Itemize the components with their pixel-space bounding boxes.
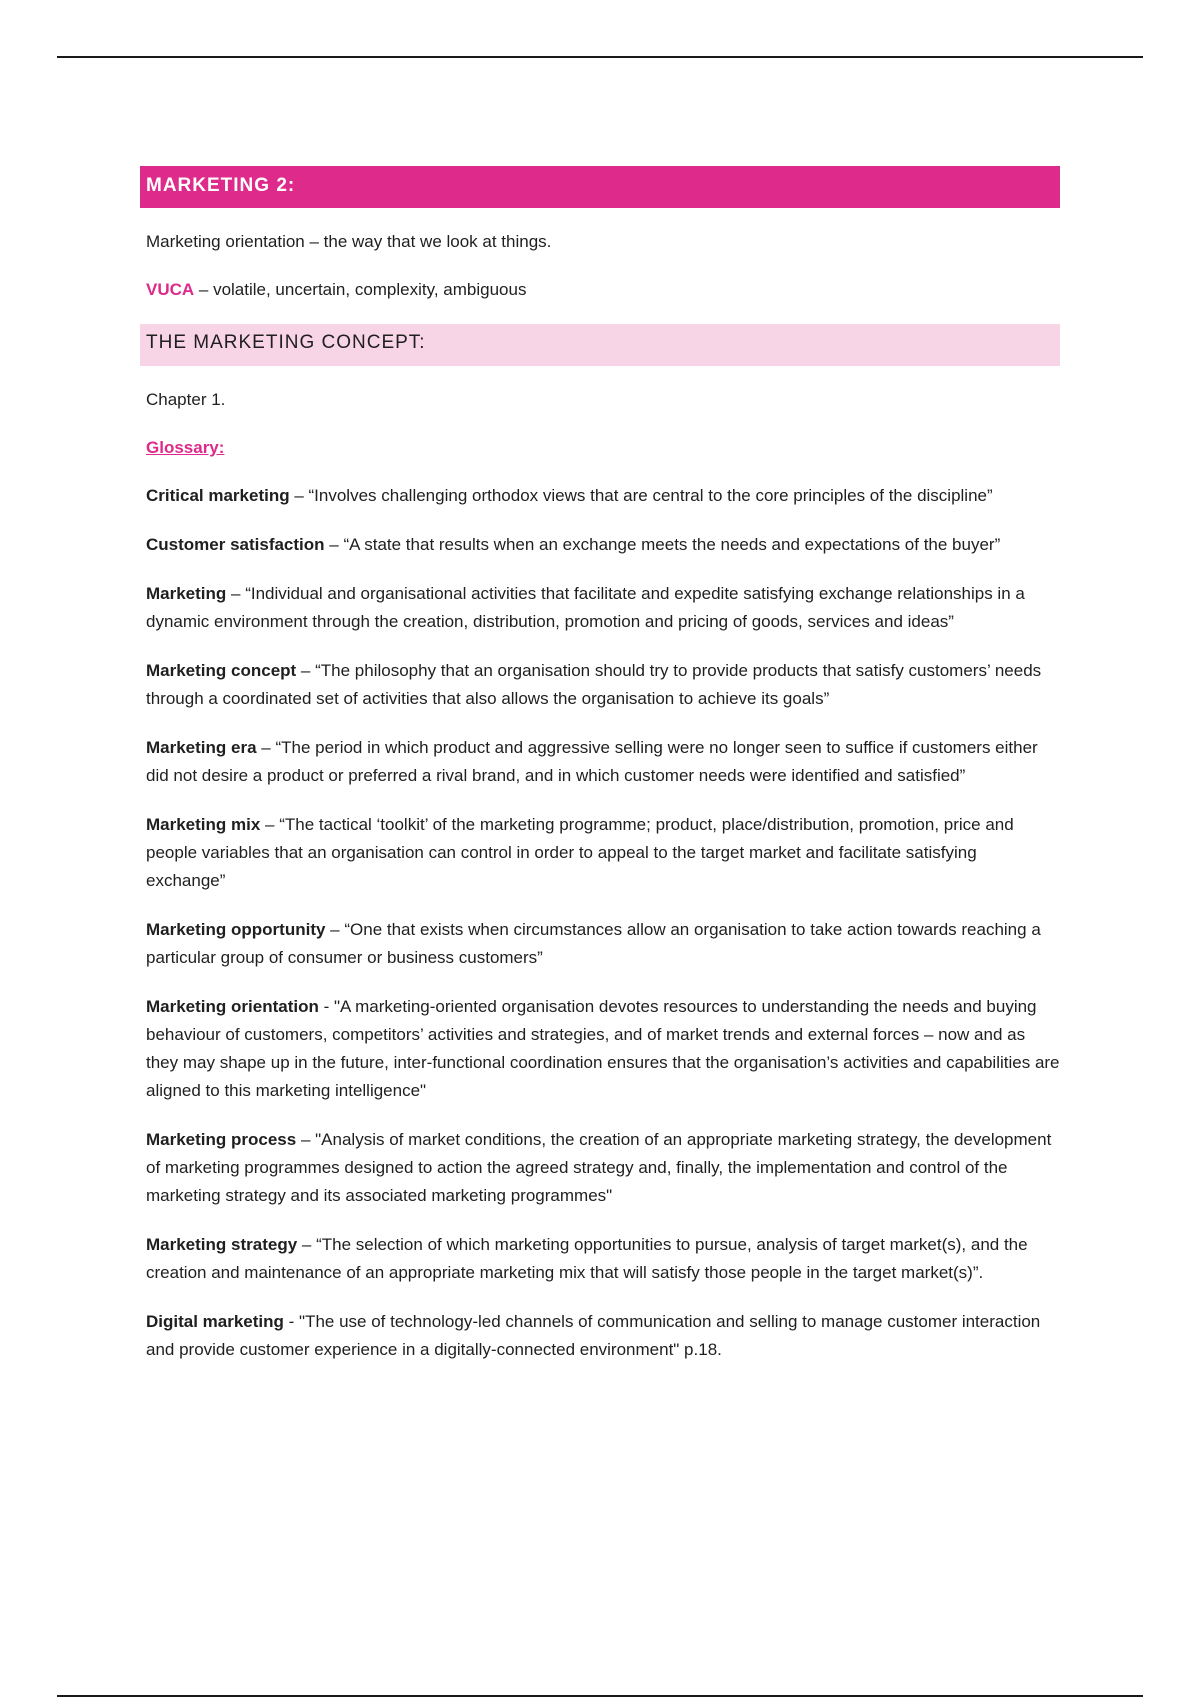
- glossary-term: Marketing orientation: [146, 997, 319, 1016]
- glossary-definition: – “Involves challenging orthodox views that are central to the core principles of the discipline”: [289, 486, 993, 505]
- section-heading-marketing-2: MARKETING 2:: [140, 166, 1060, 208]
- glossary-entry: [140, 993, 1060, 1105]
- glossary-entry: [140, 1126, 1060, 1210]
- intro-paragraph: Marketing orientation – the way that we look at things.: [146, 232, 552, 251]
- glossary-definition: – “The period in which product and aggressive selling were no longer seen to suffice if customers either did not desire a product or preferred a rival brand, and in which customer needs were identified and satisfied”: [146, 738, 1038, 785]
- glossary-definition: - "The use of technology-led channels of communication and selling to manage customer interaction and provide customer experience in a digitally-connected environment" p.18.: [146, 1312, 1041, 1359]
- glossary-definition: – “The philosophy that an organisation should try to provide products that satisfy customers’ needs through a coordinated set of activities that also allows the organisation to achieve its goals”: [146, 661, 1042, 708]
- section-heading-marketing-concept: THE MARKETING CONCEPT:: [140, 324, 1060, 366]
- glossary-definition: – "Analysis of market conditions, the creation of an appropriate marketing strategy, the development of marketing programmes designed to action the agreed strategy and, finally, the implementation and control of the marketing strategy and its associated marketing programmes": [146, 1130, 1052, 1205]
- glossary-entry: [140, 811, 1060, 895]
- glossary-term: Marketing era: [146, 738, 257, 757]
- bottom-rule: [57, 1695, 1143, 1697]
- glossary-term: Marketing opportunity: [146, 920, 326, 939]
- glossary-term: Digital marketing: [146, 1312, 284, 1331]
- glossary-term: Marketing strategy: [146, 1235, 298, 1254]
- glossary-definition: – “The tactical ‘toolkit’ of the marketing programme; product, place/distribution, promotion, price and people variables that an organisation can control in order to appeal to the target market and facilitate satisfying exchange”: [146, 815, 1014, 890]
- glossary-definition: – “A state that results when an exchange meets the needs and expectations of the buyer”: [324, 535, 1001, 554]
- glossary-term: Marketing process: [146, 1130, 297, 1149]
- document-body: [140, 166, 1060, 1385]
- glossary-list: [140, 482, 1060, 1364]
- glossary-definition: – “The selection of which marketing opportunities to pursue, analysis of target market(s), and the creation and maintenance of an appropriate marketing mix that will satisfy those people in the target market(s)”.: [146, 1235, 1028, 1282]
- top-rule: [57, 56, 1143, 58]
- glossary-entry: [140, 657, 1060, 713]
- glossary-link[interactable]: Glossary:: [146, 438, 225, 457]
- glossary-term: Marketing: [146, 584, 227, 603]
- glossary-definition: - "A marketing-oriented organisation devotes resources to understanding the needs and buying behaviour of customers, competitors’ activities and strategies, and of market trends and external forces – now and as they may shape up in the future, inter-functional coordination ensures that the organisation’s activities and capabilities are aligned to this marketing intelligence": [146, 997, 1060, 1100]
- glossary-term: Marketing concept: [146, 661, 297, 680]
- glossary-term: Customer satisfaction: [146, 535, 325, 554]
- vuca-term: VUCA: [146, 280, 195, 299]
- vuca-paragraph: [140, 276, 1060, 304]
- glossary-entry: [140, 916, 1060, 972]
- glossary-definition: – “Individual and organisational activities that facilitate and expedite satisfying exchange relationships in a dynamic environment through the creation, distribution, promotion and pricing of goods, services and ideas”: [146, 584, 1025, 631]
- glossary-entry: [140, 580, 1060, 636]
- glossary-entry: [140, 482, 1060, 510]
- glossary-entry: [140, 1308, 1060, 1364]
- glossary-term: Marketing mix: [146, 815, 261, 834]
- glossary-definition: – “One that exists when circumstances allow an organisation to take action towards reaching a particular group of consumer or business customers”: [146, 920, 1041, 967]
- chapter-label: Chapter 1.: [146, 390, 226, 409]
- glossary-entry: [140, 531, 1060, 559]
- glossary-entry: [140, 1231, 1060, 1287]
- glossary-term: Critical marketing: [146, 486, 290, 505]
- glossary-entry: [140, 734, 1060, 790]
- glossary-paragraph: [140, 434, 1060, 462]
- vuca-definition: – volatile, uncertain, complexity, ambiguous: [194, 280, 527, 299]
